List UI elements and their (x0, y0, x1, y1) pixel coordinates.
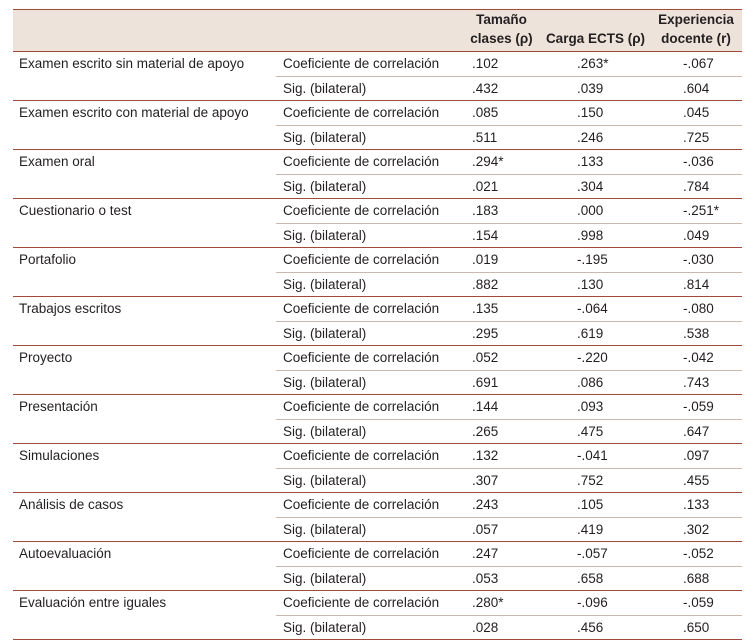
significance-value: .691 (462, 370, 541, 395)
assessment-label: Autoevaluación (13, 542, 276, 567)
stat-label: Sig. (bilateral) (276, 615, 462, 640)
stat-label: Coeficiente de correlación (276, 150, 462, 175)
significance-value: .049 (650, 223, 742, 248)
assessment-label-empty (13, 76, 276, 101)
table-row (13, 517, 742, 542)
significance-value: .619 (541, 321, 650, 346)
assessment-label: Análisis de casos (13, 493, 276, 518)
assessment-label: Portafolio (13, 248, 276, 273)
header-empty-2 (276, 10, 462, 52)
table-row (13, 615, 742, 640)
header-experience-line2: docente (r) (661, 31, 731, 46)
assessment-label: Simulaciones (13, 444, 276, 469)
significance-value: .814 (650, 272, 742, 297)
correlation-value: .045 (650, 101, 742, 126)
significance-value: .882 (462, 272, 541, 297)
table-row (13, 542, 742, 567)
assessment-label: Presentación (13, 395, 276, 420)
stat-label: Sig. (bilateral) (276, 419, 462, 444)
significance-value: .511 (462, 125, 541, 150)
correlation-value: .243 (462, 493, 541, 518)
assessment-label: Examen escrito con material de apoyo (13, 101, 276, 126)
correlation-value: -.096 (541, 591, 650, 616)
table-row (13, 395, 742, 420)
correlation-value: .247 (462, 542, 541, 567)
assessment-label-empty (13, 223, 276, 248)
assessment-label-empty (13, 272, 276, 297)
assessment-label-empty (13, 517, 276, 542)
assessment-label-empty (13, 125, 276, 150)
correlation-value: .085 (462, 101, 541, 126)
table-row (13, 52, 742, 77)
correlation-value: -.080 (650, 297, 742, 322)
table-row (13, 419, 742, 444)
significance-value: .053 (462, 566, 541, 591)
table-row (13, 174, 742, 199)
correlation-table (13, 9, 742, 640)
correlation-value: .000 (541, 199, 650, 224)
table-row (13, 272, 742, 297)
significance-value: .743 (650, 370, 742, 395)
header-class-size-line2: clases (ρ) (470, 31, 533, 46)
correlation-value: -.251* (650, 199, 742, 224)
stat-label: Sig. (bilateral) (276, 517, 462, 542)
stat-label: Sig. (bilateral) (276, 321, 462, 346)
table-row (13, 591, 742, 616)
table-row (13, 101, 742, 126)
table-row (13, 370, 742, 395)
stat-label: Coeficiente de correlación (276, 101, 462, 126)
stat-label: Sig. (bilateral) (276, 223, 462, 248)
correlation-value: -.059 (650, 395, 742, 420)
stat-label: Coeficiente de correlación (276, 346, 462, 371)
header-ects-line1: Carga ECTS (ρ) (545, 31, 646, 46)
correlation-value: .144 (462, 395, 541, 420)
stat-label: Coeficiente de correlación (276, 444, 462, 469)
assessment-label: Cuestionario o test (13, 199, 276, 224)
correlation-value: .280* (462, 591, 541, 616)
header-empty-1 (13, 10, 276, 52)
significance-value: .688 (650, 566, 742, 591)
significance-value: .304 (541, 174, 650, 199)
significance-value: .246 (541, 125, 650, 150)
table-body (13, 52, 742, 640)
correlation-value: .019 (462, 248, 541, 273)
correlation-value: .093 (541, 395, 650, 420)
table-row (13, 346, 742, 371)
correlation-value: -.052 (650, 542, 742, 567)
table-row (13, 321, 742, 346)
stat-label: Sig. (bilateral) (276, 370, 462, 395)
correlation-value: -.030 (650, 248, 742, 273)
significance-value: .604 (650, 76, 742, 101)
significance-value: .456 (541, 615, 650, 640)
table-row (13, 199, 742, 224)
significance-value: .086 (541, 370, 650, 395)
table-row (13, 297, 742, 322)
correlation-value: .183 (462, 199, 541, 224)
significance-value: .725 (650, 125, 742, 150)
significance-value: .021 (462, 174, 541, 199)
stat-label: Sig. (bilateral) (276, 566, 462, 591)
stat-label: Coeficiente de correlación (276, 493, 462, 518)
stat-label: Coeficiente de correlación (276, 248, 462, 273)
significance-value: .432 (462, 76, 541, 101)
significance-value: .154 (462, 223, 541, 248)
assessment-label-empty (13, 615, 276, 640)
correlation-value: .133 (541, 150, 650, 175)
significance-value: .784 (650, 174, 742, 199)
correlation-value: .150 (541, 101, 650, 126)
assessment-label: Trabajos escritos (13, 297, 276, 322)
correlation-value: .102 (462, 52, 541, 77)
significance-value: .057 (462, 517, 541, 542)
table-row (13, 248, 742, 273)
assessment-label: Proyecto (13, 346, 276, 371)
correlation-value: -.220 (541, 346, 650, 371)
header-teaching-experience (650, 10, 742, 52)
table-row (13, 76, 742, 101)
significance-value: .538 (650, 321, 742, 346)
significance-value: .295 (462, 321, 541, 346)
header-experience-line1: Experiencia (658, 12, 734, 27)
significance-value: .307 (462, 468, 541, 493)
correlation-value: -.042 (650, 346, 742, 371)
table-row (13, 468, 742, 493)
stat-label: Coeficiente de correlación (276, 542, 462, 567)
assessment-label-empty (13, 566, 276, 591)
correlation-value: .097 (650, 444, 742, 469)
significance-value: .475 (541, 419, 650, 444)
correlation-value: -.195 (541, 248, 650, 273)
stat-label: Coeficiente de correlación (276, 591, 462, 616)
correlation-value: -.067 (650, 52, 742, 77)
assessment-label-empty (13, 419, 276, 444)
assessment-label-empty (13, 468, 276, 493)
table-header-row (13, 10, 742, 52)
stat-label: Sig. (bilateral) (276, 125, 462, 150)
correlation-value: .105 (541, 493, 650, 518)
significance-value: .998 (541, 223, 650, 248)
correlation-value: -.057 (541, 542, 650, 567)
assessment-label-empty (13, 321, 276, 346)
correlation-value: .132 (462, 444, 541, 469)
assessment-label-empty (13, 174, 276, 199)
significance-value: .130 (541, 272, 650, 297)
correlation-value: .135 (462, 297, 541, 322)
assessment-label: Examen oral (13, 150, 276, 175)
table-row (13, 493, 742, 518)
stat-label: Sig. (bilateral) (276, 76, 462, 101)
correlation-value: -.036 (650, 150, 742, 175)
stat-label: Sig. (bilateral) (276, 272, 462, 297)
assessment-label: Examen escrito sin material de apoyo (13, 52, 276, 77)
correlation-value: -.041 (541, 444, 650, 469)
significance-value: .302 (650, 517, 742, 542)
significance-value: .650 (650, 615, 742, 640)
assessment-label-empty (13, 370, 276, 395)
correlation-value: .294* (462, 150, 541, 175)
significance-value: .028 (462, 615, 541, 640)
table-row (13, 125, 742, 150)
stat-label: Sig. (bilateral) (276, 174, 462, 199)
correlation-value: .052 (462, 346, 541, 371)
significance-value: .752 (541, 468, 650, 493)
assessment-label: Evaluación entre iguales (13, 591, 276, 616)
significance-value: .647 (650, 419, 742, 444)
stat-label: Coeficiente de correlación (276, 199, 462, 224)
significance-value: .658 (541, 566, 650, 591)
stat-label: Coeficiente de correlación (276, 297, 462, 322)
significance-value: .265 (462, 419, 541, 444)
significance-value: .455 (650, 468, 742, 493)
stat-label: Coeficiente de correlación (276, 395, 462, 420)
table-row (13, 444, 742, 469)
table-row (13, 566, 742, 591)
significance-value: .419 (541, 517, 650, 542)
table-row (13, 223, 742, 248)
header-class-size-line1: Tamaño (476, 12, 527, 27)
correlation-table-container (13, 9, 742, 640)
header-class-size (462, 10, 541, 52)
correlation-value: -.064 (541, 297, 650, 322)
table-row (13, 150, 742, 175)
correlation-value: -.059 (650, 591, 742, 616)
correlation-value: .133 (650, 493, 742, 518)
header-ects-load (541, 10, 650, 52)
significance-value: .039 (541, 76, 650, 101)
correlation-value: .263* (541, 52, 650, 77)
stat-label: Coeficiente de correlación (276, 52, 462, 77)
stat-label: Sig. (bilateral) (276, 468, 462, 493)
